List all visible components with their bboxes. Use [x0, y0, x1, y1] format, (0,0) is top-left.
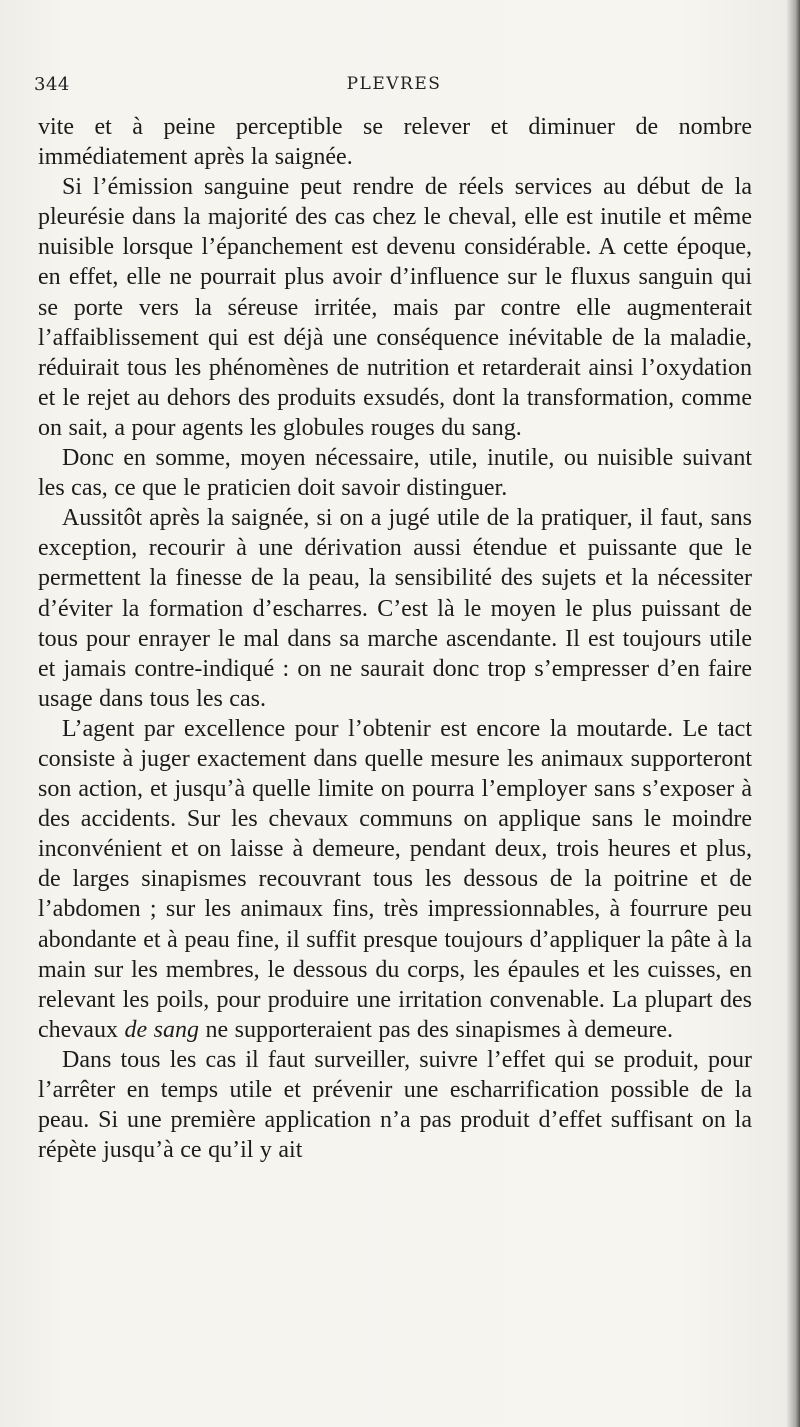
- running-title: PLEVRES: [346, 74, 442, 94]
- page-edge-shadow: [786, 0, 800, 1427]
- paragraph-mustard: [38, 714, 752, 1045]
- page-header: [34, 74, 754, 104]
- paragraph-mustard-text-b: ne supporteraient pas des sinapismes à demeure.: [205, 1016, 673, 1043]
- paragraph-summary: Donc en somme, moyen nécessaire, utile, inutile, ou nuisible suivant les cas, ce que le praticien doit savoir distinguer.: [38, 445, 752, 502]
- paragraph-mustard-text-a: L’agent par excellence pour l’obtenir est encore la moutarde. Le tact consiste à juger exactement dans quelle mesure les animaux supporteront son action, et jusqu’à quelle limite on pourra l’employer sans s’exposer à des accidents. Sur les chevaux communs on applique sans le moindre inconvénient et on laisse à demeure, pendant deux, trois heures et plus, de larges sinapismes recouvrant tous les dessous de la poitrine et de l’abdomen ; sur les animaux fins, très impressionnables, à fourrure peu abondante et à peau fine, il suffit presque toujours d’appliquer la pâte à la main sur les membres, le dessous du corps, les épaules et les cuisses, en relevant les poils, pour produire une irritation convenable. La plupart des chevaux: [38, 715, 752, 1043]
- paragraph-derivation: Aussitôt après la saignée, si on a jugé utile de la pratiquer, il faut, sans exception, recourir à une dérivation aussi étendue et puissante que le permettent la finesse de la peau, la sensibilité des sujets et la nécessiter d’éviter la formation d’escharres. C’est là le moyen le plus puissant de tous pour enrayer le mal dans sa marche ascendante. Il est toujours utile et jamais contre-indiqué : on ne saurait donc trop s’empresser d’en faire usage dans tous les cas.: [38, 505, 752, 712]
- page-number: 344: [34, 74, 70, 95]
- paragraph-bloodletting: Si l’émission sanguine peut rendre de réels services au début de la pleurésie dans la majorité des cas chez le cheval, elle est inutile et même nuisible lorsque l’épanchement est devenu considérable. A cette époque, en effet, elle ne pourrait plus avoir d’influence sur le fluxus sanguin qui se porte vers la séreuse irritée, mais par contre elle augmenterait l’affaiblissement qui est déjà une conséquence inévitable de la maladie, réduirait tous les phénomènes de nutrition et retarderait ainsi l’oxydation et le rejet au dehors des produits exsudés, dont la transformation, comme on sait, a pour agents les globules rouges du sang.: [38, 174, 752, 441]
- body-text: [38, 112, 752, 1165]
- paragraph-continuation: vite et à peine perceptible se relever et diminuer de nombre immédiatement après la saignée.: [38, 114, 752, 171]
- italic-de-sang: de sang: [124, 1016, 199, 1043]
- paragraph-monitoring: Dans tous les cas il faut surveiller, suivre l’effet qui se produit, pour l’arrêter en temps utile et prévenir une escharrification possible de la peau. Si une première application n’a pas produit d’effet suffisant on la répète jusqu’à ce qu’il y ait: [38, 1046, 752, 1164]
